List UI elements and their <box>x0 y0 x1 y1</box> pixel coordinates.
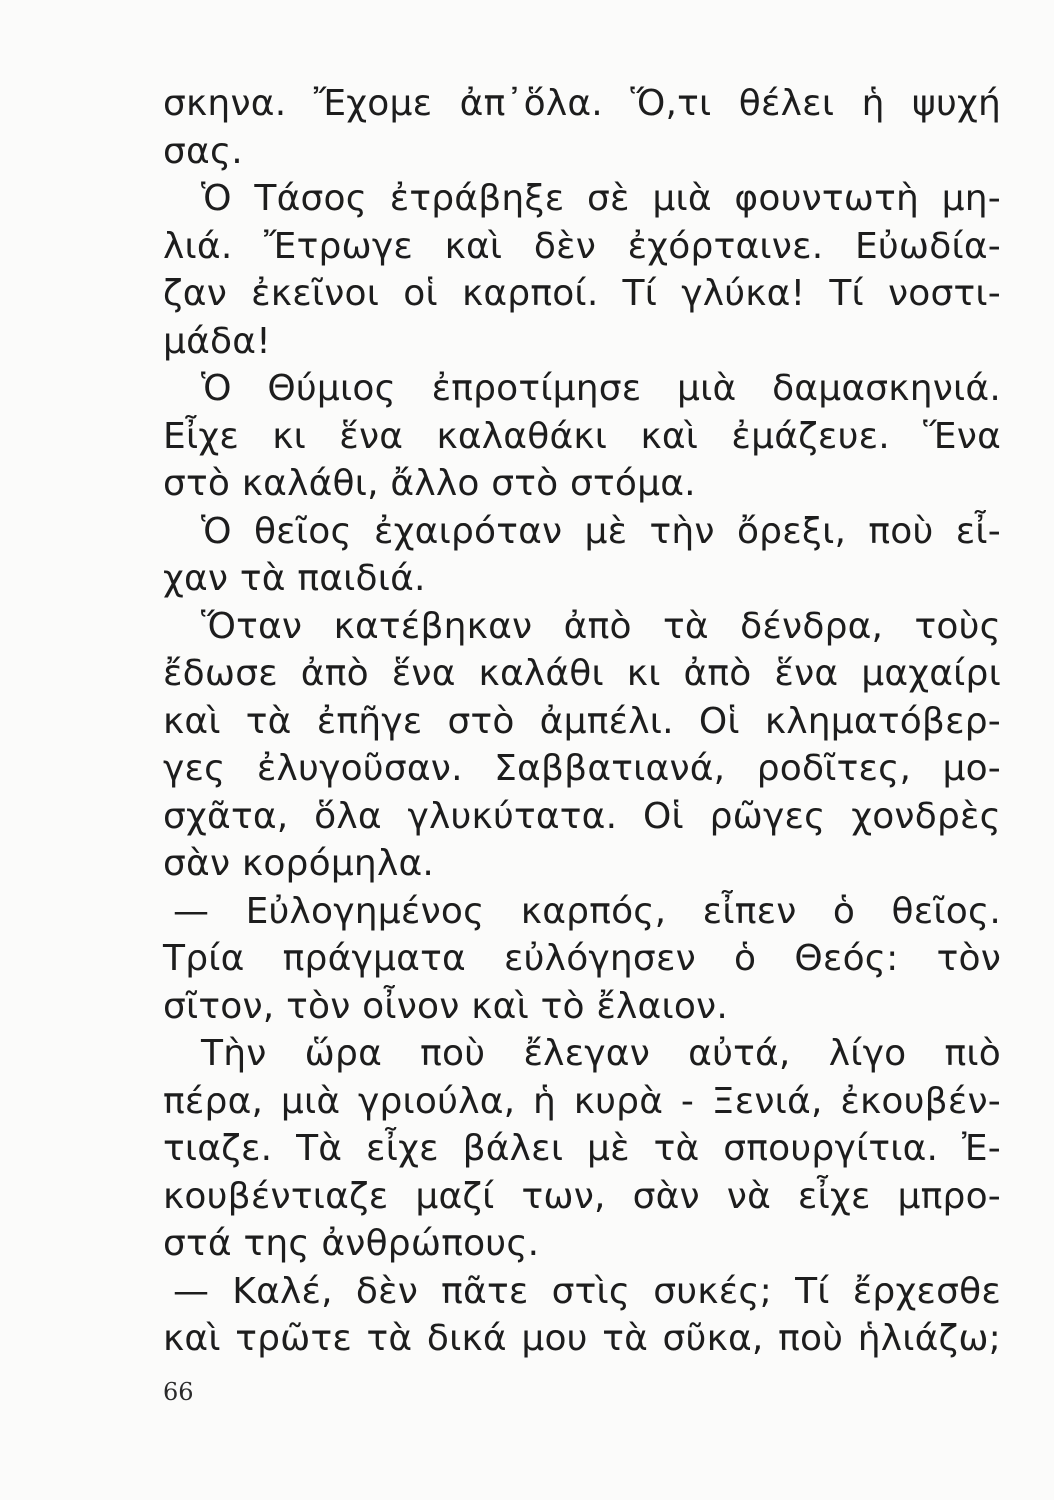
text-line: γες ἐλυγοῦσαν. Σαββατιανά, ροδῖτες, μο- <box>163 748 1001 789</box>
text-line: σας. <box>163 130 243 172</box>
text-line: τιαζε. Τὰ εἶχε βάλει μὲ τὰ σπουργίτια. Ἐ- <box>163 1128 1001 1169</box>
text-line: χαν τὰ παιδιά. <box>163 558 426 599</box>
text-line: ἔδωσε ἀπὸ ἕνα καλάθι κι ἀπὸ ἕνα μαχαίρι <box>163 653 1001 694</box>
text-line: σὰν κορόμηλα. <box>163 843 435 884</box>
text-line: πέρα, μιὰ γριούλα, ἡ κυρὰ - Ξενιά, ἐκουβέν- <box>163 1080 1001 1122</box>
text-line: Ὅταν κατέβηκαν ἀπὸ τὰ δένδρα, τοὺς <box>201 605 1001 647</box>
text-line: μάδα! <box>163 320 271 362</box>
text-line: στά της ἀνθρώπους. <box>163 1223 540 1264</box>
text-line: στὸ καλάθι, ἄλλο στὸ στόμα. <box>163 463 696 504</box>
text-line: Ὁ θεῖος ἐχαιρόταν μὲ τὴν ὄρεξι, ποὺ εἶ- <box>201 510 1001 552</box>
body-text <box>163 80 1001 1363</box>
text-line: σκηνα. Ἔχομε ἀπ᾽ὅλα. Ὅ,τι θέλει ἡ ψυχή <box>163 83 1001 124</box>
text-line: Τρία πράγματα εὐλόγησεν ὁ Θεός: τὸν <box>163 938 1001 979</box>
text-line: καὶ τρῶτε τὰ δικά μου τὰ σῦκα, ποὺ ἡλιάζω; <box>163 1318 1001 1359</box>
text-line: ζαν ἐκεῖνοι οἱ καρποί. Τί γλύκα! Τί νοστι- <box>163 273 1001 314</box>
text-line: σῖτον, τὸν οἶνον καὶ τὸ ἔλαιον. <box>163 985 729 1027</box>
text-line: — Καλέ, δὲν πᾶτε στὶς συκές; Τί ἔρχεσθε <box>173 1270 1001 1312</box>
text-line: Ὁ Θύμιος ἐπροτίμησε μιὰ δαμασκηνιά. <box>201 368 1001 409</box>
text-line: καὶ τὰ ἐπῆγε στὸ ἀμπέλι. Οἱ κληματόβερ- <box>163 700 1001 742</box>
text-line: Τὴν ὥρα ποὺ ἔλεγαν αὐτά, λίγο πιὸ <box>201 1033 1001 1074</box>
text-line: κουβέντιαζε μαζί των, σὰν νὰ εἶχε μπρο- <box>163 1175 1001 1217</box>
text-line: Ὁ Τάσος ἐτράβηξε σὲ μιὰ φουντωτὴ μη- <box>201 178 1001 219</box>
page-number: 66 <box>163 1378 194 1406</box>
text-line: — Εὐλογημένος καρπός, εἶπεν ὁ θεῖος. <box>173 890 1001 932</box>
text-line: σχᾶτα, ὅλα γλυκύτατα. Οἱ ρῶγες χονδρὲς <box>163 795 1001 837</box>
text-line: Εἶχε κι ἕνα καλαθάκι καὶ ἐμάζευε. Ἕνα <box>163 415 1001 457</box>
text-line: λιά. Ἔτρωγε καὶ δὲν ἐχόρταινε. Εὐωδία- <box>163 225 1001 267</box>
